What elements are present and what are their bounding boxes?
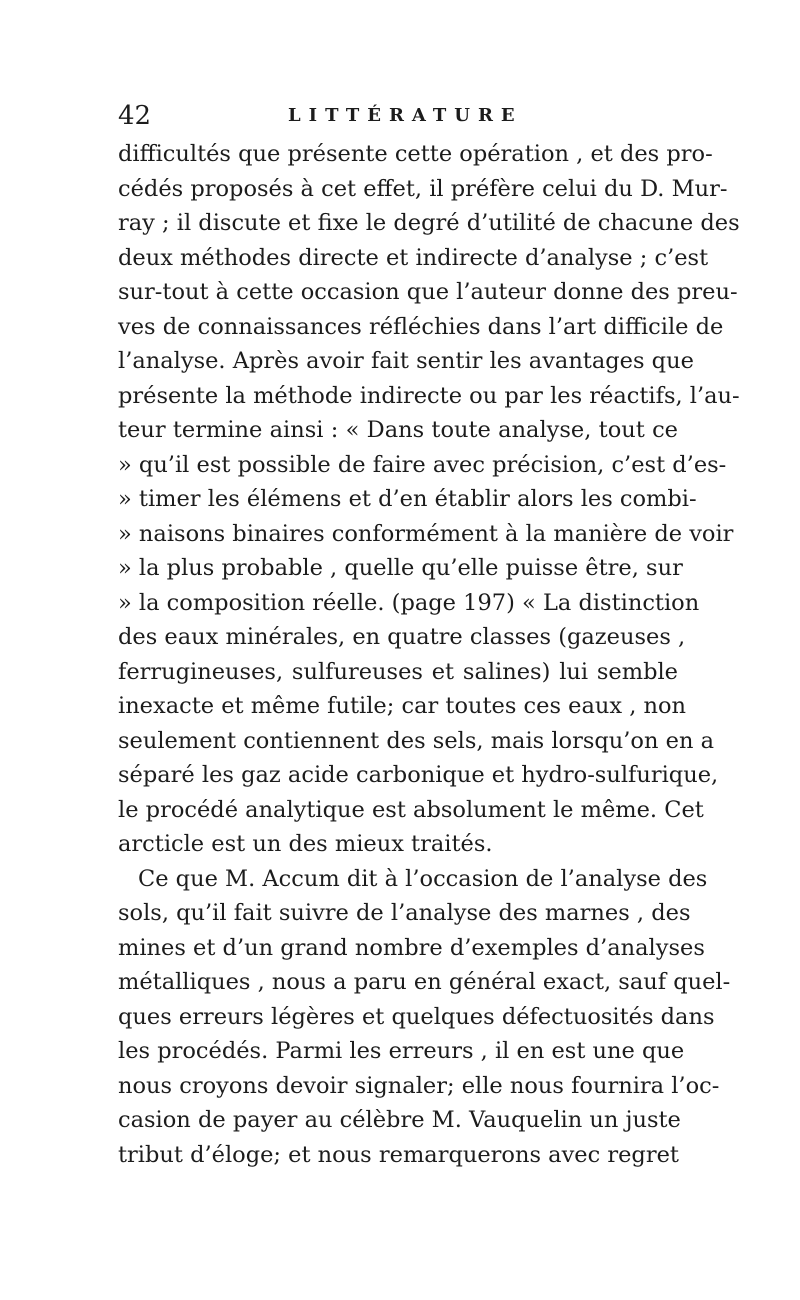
running-title: LITTÉRATURE (288, 105, 523, 126)
text-line: seulement contiennent des sels, mais lorsqu’on en a (118, 727, 714, 754)
text-line: métalliques , nous a paru en général exact, sauf quel- (118, 969, 731, 995)
text-line: le procédé analytique est absolument le même. Cet (118, 796, 704, 823)
text-line: » qu’il est possible de faire avec précision, c’est d’es- (118, 451, 727, 478)
text-line: séparé les gaz acide carbonique et hydro-sulfurique, (118, 762, 719, 788)
page-number: 42 (118, 101, 152, 131)
text-line: ferrugineuses, sulfureuses et salines) lui semble (118, 658, 678, 685)
text-line: sur-tout à cette occasion que l’auteur donne des preu- (118, 279, 738, 305)
text-line: présente la méthode indirecte ou par les réactifs, l’au- (118, 382, 740, 409)
text-line: » naisons binaires conformément à la manière de voir (118, 520, 734, 547)
text-line: mines et d’un grand nombre d’exemples d’analyses (118, 934, 705, 961)
text-line: des eaux minérales, en quatre classes (gazeuses , (118, 624, 686, 650)
text-line: les procédés. Parmi les erreurs , il en est une que (118, 1038, 685, 1064)
paragraph-start-line: Ce que M. Accum dit à l’occasion de l’analyse des (138, 865, 708, 892)
text-line: teur termine ainsi : « Dans toute analyse, tout ce (118, 417, 678, 443)
text-line: ray ; il discute et fixe le degré d’utilité de chacune des (118, 210, 740, 236)
text-line: ves de connaissances réfléchies dans l’art difficile de (118, 313, 724, 340)
text-line: inexacte et même futile; car toutes ces eaux , non (118, 693, 687, 719)
text-line: l’analyse. Après avoir fait sentir les avantages que (118, 348, 694, 374)
text-line: casion de payer au célèbre M. Vauquelin un juste (118, 1107, 681, 1133)
text-line: » la composition réelle. (page 197) « La distinction (118, 589, 700, 616)
text-line: difficultés que présente cette opération , et des pro- (118, 141, 713, 167)
text-line: ques erreurs légères et quelques défectuosités dans (118, 1003, 715, 1030)
text-line: » timer les élémens et d’en établir alors les combi- (118, 486, 697, 512)
text-line: » la plus probable , quelle qu’elle puisse être, sur (118, 555, 683, 581)
text-line: cédés proposés à cet effet, il préfère celui du D. Mur- (118, 175, 728, 202)
paragraph-end-line: arcticle est un des mieux traités. (118, 831, 493, 857)
text-line: deux méthodes directe et indirecte d’analyse ; c’est (118, 244, 709, 271)
body-text (118, 137, 740, 1172)
text-line: sols, qu’il fait suivre de l’analyse des marnes , des (118, 900, 691, 926)
text-line: nous croyons devoir signaler; elle nous fournira l’oc- (118, 1072, 720, 1099)
running-head (118, 96, 678, 136)
text-line: tribut d’éloge; et nous remarquerons avec regret (118, 1141, 679, 1168)
